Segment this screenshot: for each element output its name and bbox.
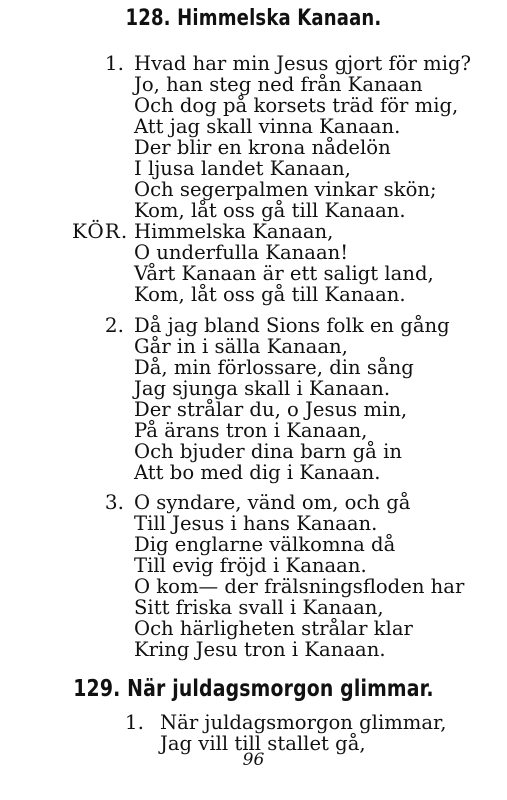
verse-line: Då, min förlossare, din sång: [134, 356, 414, 379]
verse-line: Då jag bland Sions folk en gång: [134, 314, 450, 337]
verse-line: Hvad har min Jesus gjort för mig?: [134, 52, 472, 75]
chorus-line: Himmelska Kanaan,: [134, 220, 334, 243]
verse-line: Till evig fröjd i Kanaan.: [134, 554, 367, 577]
verse-line: Till Jesus i hans Kanaan.: [134, 512, 378, 535]
verse-line: Går in i sälla Kanaan,: [134, 335, 348, 358]
chorus-line: Vårt Kanaan är ett saligt land,: [134, 262, 434, 285]
verse-number: 1.: [124, 710, 144, 734]
verse-line: Att bo med dig i Kanaan.: [134, 461, 381, 484]
verse-line: Jag sjunga skall i Kanaan.: [134, 377, 391, 400]
verse-number: 3.: [104, 490, 124, 514]
verse-line: Dig englarne välkomna då: [134, 533, 396, 556]
verse-number: 1.: [104, 51, 124, 75]
verse-line: Der strålar du, o Jesus min,: [134, 398, 408, 421]
verse-line: Kring Jesu tron i Kanaan.: [134, 638, 386, 661]
verse-line: O syndare, vänd om, och gå: [134, 491, 411, 514]
verse-line: Jag vill till stallet gå,: [160, 732, 366, 755]
verse-lines: [134, 492, 464, 660]
verse-lines: [134, 315, 450, 483]
verse-line: Och härligheten strålar klar: [134, 617, 413, 640]
chorus-label: KÖR.: [72, 219, 129, 243]
chorus-lines: [134, 221, 434, 305]
verse-line: Att jag skall vinna Kanaan.: [134, 115, 401, 138]
verse-line: O kom— der frälsningsfloden har: [134, 575, 465, 598]
verse-line: På ärans tron i Kanaan,: [134, 419, 368, 442]
verse-line: Der blir en krona nådelön: [134, 136, 391, 159]
verse-line: Kom, låt oss gå till Kanaan.: [134, 199, 406, 222]
page-number: 96: [242, 750, 265, 770]
hymn-128-title: 128. Himmelska Kanaan.: [125, 6, 382, 31]
hymn-129-title: 129. När juldagsmorgon glimmar.: [73, 676, 434, 702]
verse-line: När juldagsmorgon glimmar,: [160, 711, 447, 734]
verse-line: Och dog på korsets träd för mig,: [134, 94, 459, 117]
verse-line: Och segerpalmen vinkar skön;: [134, 178, 437, 201]
verse-line: Sitt friska svall i Kanaan,: [134, 596, 384, 619]
verse-number: 2.: [104, 313, 124, 337]
verse-line: I ljusa landet Kanaan,: [134, 157, 351, 180]
verse-line: Jo, han steg ned från Kanaan: [134, 73, 423, 96]
verse-lines: [134, 53, 471, 221]
chorus-line: Kom, låt oss gå till Kanaan.: [134, 283, 406, 306]
verse-lines: [160, 712, 447, 754]
chorus-line: O underfulla Kanaan!: [134, 241, 349, 264]
verse-line: Och bjuder dina barn gå in: [134, 440, 402, 463]
